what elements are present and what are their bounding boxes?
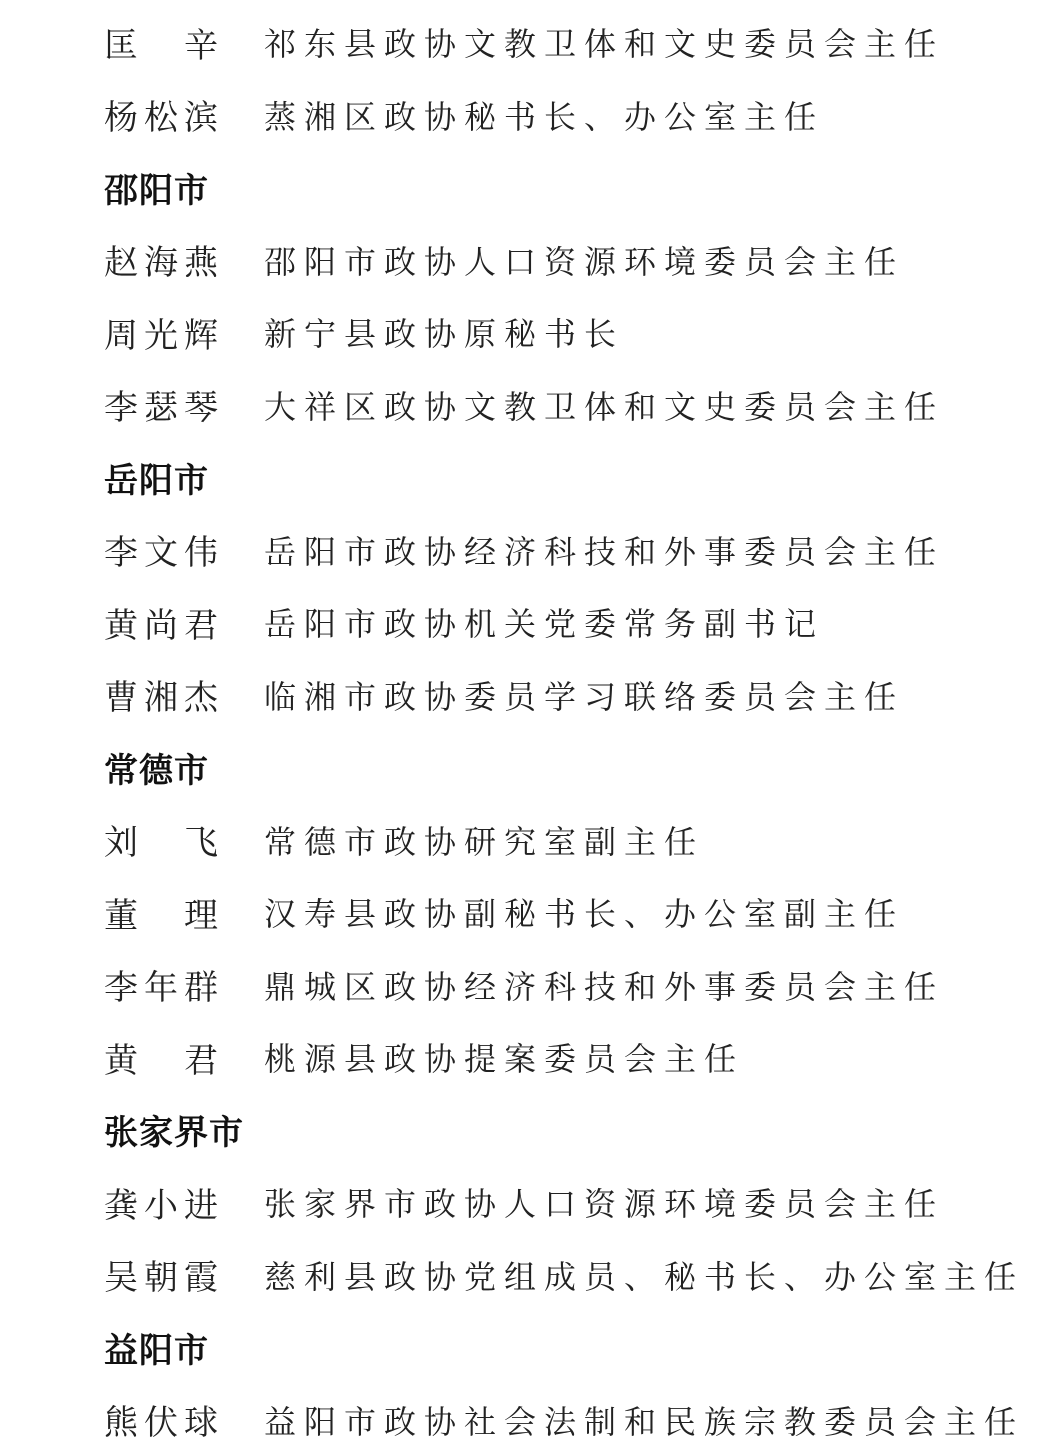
- member-name: 李瑟琴: [104, 380, 264, 429]
- member-title: 益阳市政协社会法制和民族宗教委员会主任: [264, 1397, 1024, 1443]
- member-entry: [104, 79, 1034, 152]
- member-name: 吴朝霞: [104, 1250, 264, 1299]
- member-title: 慈利县政协党组成员、秘书长、办公室主任: [264, 1252, 1024, 1298]
- city-heading: 张家界市: [104, 1094, 1034, 1167]
- member-name: 黄君: [104, 1033, 264, 1082]
- member-entry: [104, 224, 1034, 297]
- member-title: 大祥区政协文教卫体和文史委员会主任: [264, 382, 944, 428]
- member-entry: [104, 6, 1034, 79]
- member-name: 曹湘杰: [104, 670, 264, 719]
- member-title: 汉寿县政协副秘书长、办公室副主任: [264, 889, 904, 935]
- member-name: 赵海燕: [104, 235, 264, 284]
- member-entry: [104, 586, 1034, 659]
- member-name: 熊伏球: [104, 1395, 264, 1444]
- member-name: 周光辉: [104, 308, 264, 357]
- member-entry: [104, 296, 1034, 369]
- member-name: 李文伟: [104, 525, 264, 574]
- member-name: 杨松滨: [104, 90, 264, 139]
- member-title: 岳阳市政协机关党委常务副书记: [264, 599, 824, 645]
- member-name: 匡辛: [104, 18, 264, 67]
- member-name: 黄尚君: [104, 598, 264, 647]
- member-entry: [104, 369, 1034, 442]
- member-entry: [104, 1239, 1034, 1312]
- member-entry: [104, 949, 1034, 1022]
- member-title: 祁东县政协文教卫体和文史委员会主任: [264, 19, 944, 65]
- member-title: 桃源县政协提案委员会主任: [264, 1034, 744, 1080]
- member-entry: [104, 514, 1034, 587]
- member-entry: [104, 1166, 1034, 1239]
- member-title: 张家界市政协人口资源环境委员会主任: [264, 1179, 944, 1225]
- member-name: 董理: [104, 888, 264, 937]
- city-heading: 岳阳市: [104, 441, 1034, 514]
- member-entry: [104, 876, 1034, 949]
- member-title: 鼎城区政协经济科技和外事委员会主任: [264, 962, 944, 1008]
- member-title: 蒸湘区政协秘书长、办公室主任: [264, 92, 824, 138]
- member-list: [104, 6, 1034, 1456]
- member-name: 龚小进: [104, 1178, 264, 1227]
- city-heading: 益阳市: [104, 1311, 1034, 1384]
- member-title: 临湘市政协委员学习联络委员会主任: [264, 672, 904, 718]
- member-name: 李年群: [104, 960, 264, 1009]
- member-entry: [104, 1021, 1034, 1094]
- member-title: 岳阳市政协经济科技和外事委员会主任: [264, 527, 944, 573]
- member-name: 刘飞: [104, 815, 264, 864]
- member-title: 常德市政协研究室副主任: [264, 817, 704, 863]
- member-entry: [104, 804, 1034, 877]
- city-heading: 常德市: [104, 731, 1034, 804]
- member-entry: [104, 659, 1034, 732]
- member-entry: [104, 1384, 1034, 1456]
- member-title: 新宁县政协原秘书长: [264, 309, 624, 355]
- member-title: 邵阳市政协人口资源环境委员会主任: [264, 237, 904, 283]
- city-heading: 邵阳市: [104, 151, 1034, 224]
